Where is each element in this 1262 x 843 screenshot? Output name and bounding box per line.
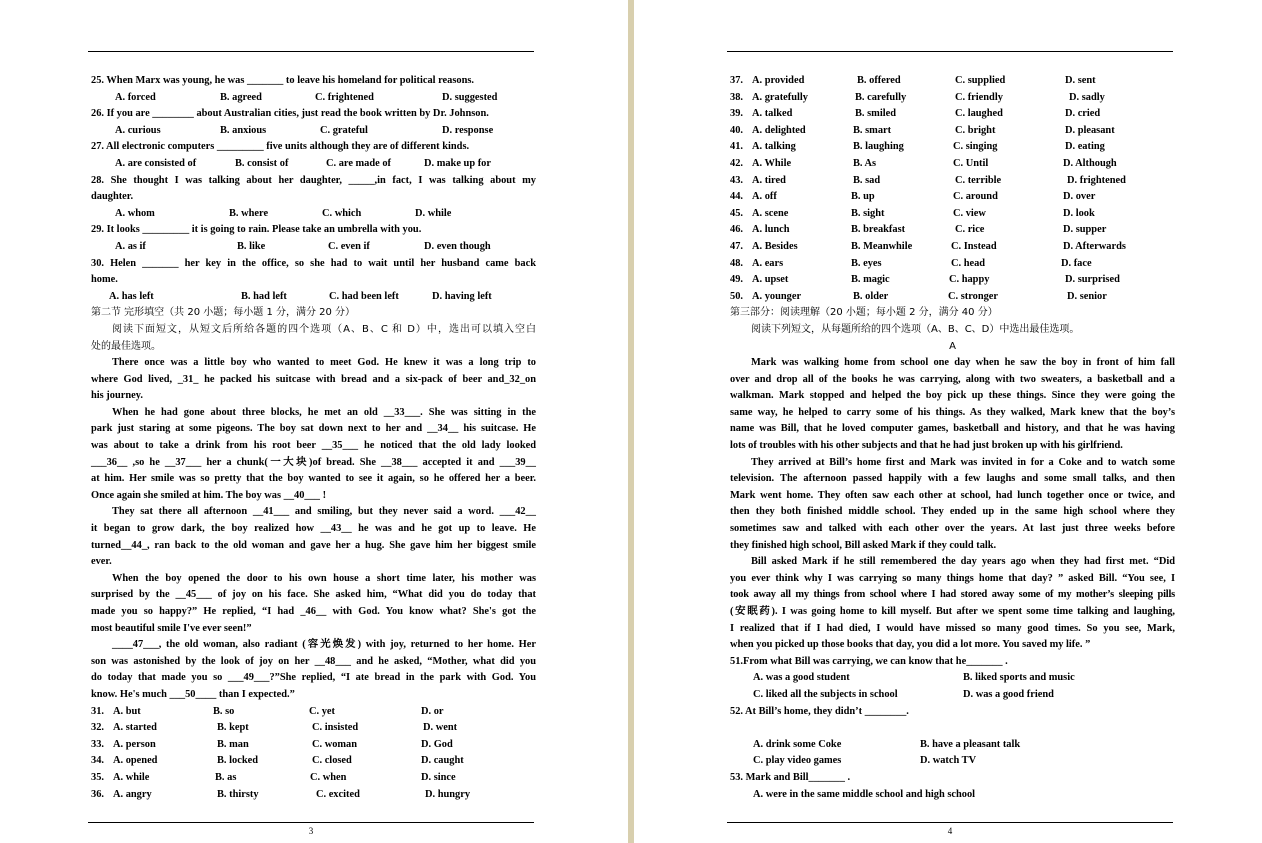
option-c: C. bright xyxy=(955,124,996,136)
cloze-row xyxy=(730,73,1175,90)
option-a: A. talked xyxy=(752,108,793,120)
option-c: C. are made of xyxy=(326,157,392,169)
option-a: A. whom xyxy=(115,207,155,219)
option-a: A. are consisted of xyxy=(115,157,197,169)
option-b: B. anxious xyxy=(220,124,267,136)
passage-line: most beautiful smile I've ever seen!” xyxy=(91,622,252,634)
page-content xyxy=(730,73,1175,803)
blank-line xyxy=(730,720,1175,737)
passage-line: where God lived, _31_ he packed his suitcase with bread and a six-pack of beer and_32_on xyxy=(91,373,536,385)
passage-line: you ever think why I was carrying so many things home that day? ” asked Bill. “You see, I xyxy=(730,572,1175,584)
cloze-row xyxy=(91,770,536,787)
option-c: C. Until xyxy=(953,157,989,169)
option-b: B. like xyxy=(237,240,266,252)
option-b: B. smiled xyxy=(855,108,896,120)
cloze-number: 46. xyxy=(730,224,743,236)
option-a: A. provided xyxy=(752,75,805,86)
cloze-row xyxy=(730,139,1175,156)
option-b: B. had left xyxy=(241,290,287,302)
passage-line: Once again she smiled at him. The boy was __40___ ! xyxy=(91,489,327,501)
option-b: B. laughing xyxy=(853,141,904,153)
option-b: B. kept xyxy=(217,722,249,734)
option-b: B. sight xyxy=(851,207,885,219)
passage-line: ever. xyxy=(91,556,112,568)
option-c: C. grateful xyxy=(320,124,368,136)
question-52-options xyxy=(730,753,1175,770)
passage-line: When he had gone about three blocks, he met an old __33___. She was sitting in the xyxy=(112,406,536,418)
page-number: 3 xyxy=(308,826,314,836)
passage-line: surprised by the __45___ of joy on his face. She asked him, “What did you do today that xyxy=(91,589,536,601)
cloze-row xyxy=(91,720,536,737)
option-b: B. sad xyxy=(853,174,881,186)
option-a: A. off xyxy=(752,191,777,203)
passage-line: They sat there all afternoon __41___ and smiling, but they never said a word. ___42__ xyxy=(112,506,536,518)
section-3-instructions: 阅读下列短文，从每题所给的四个选项（A、B、C、D）中选出最佳选项。 xyxy=(751,323,1080,335)
passage-line: over and drop all of the books he was carrying, along with two sweaters, a basketball and a xyxy=(730,373,1175,385)
option-d: D. frightened xyxy=(1067,174,1126,186)
passage-line: They arrived at Bill’s home first and Mark was invited in for a Coke and to watch some xyxy=(751,456,1175,468)
option-c: C. Instead xyxy=(951,240,997,252)
option-a: A. has left xyxy=(109,290,154,302)
cloze-number: 44. xyxy=(730,191,743,203)
passage-line: his journey. xyxy=(91,390,143,402)
option-a: A. lunch xyxy=(752,224,790,236)
option-b: B. man xyxy=(217,738,249,750)
option-a: A. curious xyxy=(115,124,161,136)
cloze-number: 43. xyxy=(730,174,743,186)
option-b: B. Meanwhile xyxy=(851,240,913,252)
cloze-row xyxy=(91,737,536,754)
option-a: A. talking xyxy=(752,141,796,153)
option-c: C. stronger xyxy=(948,290,999,302)
question-28-stem: 28. She thought I was talking about her daughter, _____,in fact, I was talking about my xyxy=(91,174,536,186)
option-d: D. suggested xyxy=(442,91,498,103)
option-b: B. up xyxy=(851,191,875,203)
option-d: D. while xyxy=(415,207,452,219)
option-c: C. friendly xyxy=(955,91,1003,103)
option-a: A. Besides xyxy=(752,240,798,252)
option-d: D. face xyxy=(1061,257,1092,269)
cloze-number: 36. xyxy=(91,788,104,800)
bottom-rule xyxy=(88,822,534,823)
passage-line: ____47___, the old woman, also radiant (容光焕发) with joy, returned to her home. Her xyxy=(112,639,536,651)
option-c: C. singing xyxy=(953,141,998,153)
cloze-row xyxy=(91,787,536,804)
cloze-number: 45. xyxy=(730,207,743,219)
option-c: C. closed xyxy=(312,755,352,767)
cloze-number: 49. xyxy=(730,274,743,286)
option-d: D. even though xyxy=(424,240,491,252)
option-b: B. older xyxy=(853,290,889,302)
passage-line: name was Bill, that he loved computer games, basketball and history, and that he was having xyxy=(730,423,1175,435)
cloze-number: 35. xyxy=(91,771,104,783)
cloze-row xyxy=(730,206,1175,223)
option-a: A. forced xyxy=(115,91,156,103)
option-c: C. liked all the subjects in school xyxy=(753,688,898,700)
option-b: B. thirsty xyxy=(217,788,259,800)
passage-line: same way, he helped to carry some of his things. As they walked, Mark knew that the boy’s xyxy=(730,406,1175,418)
option-a: A. scene xyxy=(752,207,789,219)
option-d: D. caught xyxy=(421,755,464,767)
passage-line: when you picked up those books that day, you did a lot more. You saved my life. ” xyxy=(730,639,1091,651)
option-c: C. laughed xyxy=(955,108,1003,120)
passage-line: it began to grow dark, the boy realized how __43__ he was and he got up to leave. He xyxy=(91,523,536,535)
option-b: B. locked xyxy=(217,755,258,767)
page-content xyxy=(91,73,536,803)
option-d: D. over xyxy=(1063,191,1096,203)
cloze-row xyxy=(730,222,1175,239)
option-b: B. have a pleasant talk xyxy=(920,738,1021,750)
option-b: B. As xyxy=(853,157,877,169)
cloze-number: 42. xyxy=(730,157,743,169)
passage-line: then they both finished middle school. They ended up in the same high school where they xyxy=(730,506,1175,518)
top-rule xyxy=(88,51,534,52)
option-c: C. when xyxy=(310,771,347,783)
option-b: B. agreed xyxy=(220,91,262,103)
option-c: C. around xyxy=(953,191,998,203)
option-c: C. frightened xyxy=(315,91,374,103)
cloze-number: 31. xyxy=(91,705,104,717)
question-51-options xyxy=(730,670,1175,687)
option-c: C. insisted xyxy=(312,722,359,734)
passage-line: know. He's much ___50____ than I expected.” xyxy=(91,688,295,700)
passage-label: A xyxy=(949,340,956,352)
question-27-stem: 27. All electronic computers _________ five units although they are of different kinds. xyxy=(91,141,470,153)
option-d: D. sent xyxy=(1065,75,1096,86)
cloze-row xyxy=(730,90,1175,107)
option-a: A. ears xyxy=(752,257,784,269)
option-c: C. happy xyxy=(949,274,990,286)
option-c: C. woman xyxy=(312,738,358,750)
passage-line: lots of troubles with his other subjects and that he had just broken up with his girlfriend. xyxy=(730,440,1123,452)
option-d: D. eating xyxy=(1065,141,1105,153)
question-53-options xyxy=(730,787,1175,804)
option-a: A. upset xyxy=(752,274,789,286)
cloze-row xyxy=(730,106,1175,123)
option-b: B. smart xyxy=(853,124,892,136)
option-d: D. sadly xyxy=(1069,91,1105,103)
cloze-number: 50. xyxy=(730,290,743,302)
cloze-row xyxy=(730,272,1175,289)
question-51-options xyxy=(730,687,1175,704)
option-a: A. as if xyxy=(115,240,146,252)
option-a: A. drink some Coke xyxy=(753,738,842,750)
passage-line: walkman. Mark stopped and helped the boy pick up these things. Since they were going the xyxy=(730,390,1175,402)
question-28-stem-cont: daughter. xyxy=(91,191,134,203)
passage-line: There once was a little boy who wanted to meet God. He knew it was a long trip to xyxy=(112,357,536,369)
cloze-number: 37. xyxy=(730,75,743,86)
option-a: A. tired xyxy=(752,174,786,186)
passage-line: Mark was walking home from school one day when he saw the boy in front of him fall xyxy=(751,357,1175,369)
option-c: C. terrible xyxy=(955,174,1002,186)
section-2-instructions: 阅读下面短文，从短文后所给各题的四个选项（A、B、C 和 D）中，选出可以填入空白 xyxy=(112,323,536,335)
question-28-options xyxy=(91,206,536,223)
option-a: A. were in the same middle school and high school xyxy=(753,788,976,800)
question-30-options xyxy=(91,289,536,306)
option-a: A. delighted xyxy=(752,124,806,136)
option-d: D. make up for xyxy=(424,157,491,169)
cloze-number: 47. xyxy=(730,240,743,252)
option-a: A. was a good student xyxy=(753,672,850,684)
passage-line: ___36__ ,so he __37___ her a chunk(一大块)of bread. She __38___ accepted it and ___39__ xyxy=(91,456,536,468)
passage-line: took away all my things from school where I had stored away some of my mother’s sleeping pills xyxy=(730,589,1175,601)
question-29-options xyxy=(91,239,536,256)
passage-line: turned__44_, ran back to the old woman and gave her a hug. She gave him her biggest smile xyxy=(91,539,536,551)
option-b: B. liked sports and music xyxy=(963,672,1075,684)
cloze-row xyxy=(730,189,1175,206)
page-number: 4 xyxy=(947,826,953,836)
passage-line: Bill asked Mark if he still remembered the day years ago when they had first met. “Did xyxy=(751,556,1175,568)
option-a: A. angry xyxy=(113,788,152,800)
passage-line: at him. Her smile was so pretty that the boy wanted to see it again, so he offered her a beer. xyxy=(91,473,536,485)
cloze-row xyxy=(91,753,536,770)
cloze-row xyxy=(730,123,1175,140)
passage-line: (安眠药). I was going home to kill myself. But after we spent some time talking and laughing, xyxy=(730,606,1175,617)
option-b: B. so xyxy=(213,705,235,717)
option-d: D. pleasant xyxy=(1065,124,1115,136)
option-d: D. Afterwards xyxy=(1063,240,1126,252)
passage-line: Mark went home. They often saw each other at school, had lunch together once or twice, and xyxy=(730,489,1175,501)
option-b: B. offered xyxy=(857,75,901,86)
option-c: C. supplied xyxy=(955,75,1006,86)
option-a: A. while xyxy=(113,771,150,783)
option-c: C. yet xyxy=(309,705,335,717)
option-c: C. had been left xyxy=(329,290,399,302)
option-a: A. but xyxy=(113,705,141,717)
passage-line: I realized that if I had died, I would have missed so many good times. So you see, Mark, xyxy=(730,622,1175,634)
option-c: C. which xyxy=(322,207,362,219)
cloze-number: 32. xyxy=(91,722,104,734)
cloze-number: 38. xyxy=(730,91,743,103)
top-rule xyxy=(727,51,1173,52)
option-d: D. surprised xyxy=(1065,274,1120,286)
option-d: D. since xyxy=(421,771,456,783)
question-30-stem: 30. Helen _______ her key in the office, so she had to wait until her husband came back xyxy=(91,257,536,269)
option-a: A. While xyxy=(752,157,792,169)
question-26-stem: 26. If you are ________ about Australian cities, just read the book written by Dr. Johnson. xyxy=(91,108,489,120)
option-b: B. eyes xyxy=(851,257,882,269)
page-gutter xyxy=(628,0,634,843)
question-52-options xyxy=(730,737,1175,754)
option-d: D. response xyxy=(442,124,494,136)
option-c: C. view xyxy=(953,207,986,219)
option-d: D. or xyxy=(421,705,444,717)
option-b: B. magic xyxy=(851,274,890,286)
passage-line: sometimes saw and talked with each other over the years. At last just three weeks before xyxy=(730,523,1175,535)
cloze-row xyxy=(730,289,1175,306)
option-a: A. person xyxy=(113,738,156,750)
option-a: A. gratefully xyxy=(752,91,808,103)
option-b: B. breakfast xyxy=(851,224,906,236)
question-29-stem: 29. It looks _________ it is going to rain. Please take an umbrella with you. xyxy=(91,224,422,236)
passage-line: When the boy opened the door to his own house a short time later, his mother was xyxy=(112,572,536,584)
option-b: B. as xyxy=(215,771,237,783)
option-c: C. rice xyxy=(955,224,985,236)
question-30-stem-cont: home. xyxy=(91,274,118,286)
page-left xyxy=(88,0,538,843)
option-a: A. started xyxy=(113,722,157,734)
cloze-number: 40. xyxy=(730,124,743,136)
cloze-number: 41. xyxy=(730,141,743,153)
option-c: C. play video games xyxy=(753,755,842,767)
cloze-row xyxy=(730,173,1175,190)
option-a: A. younger xyxy=(752,290,802,302)
passage-line: was about to take a drink from his root beer __35___ he noticed that the old lady looked xyxy=(91,440,536,452)
cloze-number: 48. xyxy=(730,257,743,269)
cloze-number: 33. xyxy=(91,738,104,750)
cloze-row xyxy=(91,704,536,721)
question-52-stem: 52. At Bill’s home, they didn’t ________. xyxy=(730,705,909,717)
option-d: D. senior xyxy=(1067,290,1107,302)
passage-line: made you so happy?” He replied, “I had _46__ with God. You know what? She's got the xyxy=(91,606,536,617)
option-d: D. was a good friend xyxy=(963,688,1054,700)
option-d: D. supper xyxy=(1063,224,1107,236)
option-d: D. went xyxy=(423,722,458,734)
question-27-options xyxy=(91,156,536,173)
option-d: D. look xyxy=(1063,207,1095,219)
section-2-title: 第二节 完形填空（共 20 小题；每小题 1 分，满分 20 分） xyxy=(91,307,356,319)
option-d: D. having left xyxy=(432,290,492,302)
option-d: D. watch TV xyxy=(920,755,977,767)
passage-line: television. The afternoon passed happily with a few laughs and some small talks, and then xyxy=(730,473,1175,485)
question-51-stem: 51.From what Bill was carrying, we can know that he_______ . xyxy=(730,655,1008,667)
cloze-row xyxy=(730,156,1175,173)
passage-line: they finished high school, Bill asked Mark if they could talk. xyxy=(730,539,997,551)
page-right xyxy=(727,0,1177,843)
passage-line: park just staring at some pigeons. The boy sat down next to her and __34__ his suitcase. He xyxy=(91,423,536,435)
option-d: D. hungry xyxy=(425,788,471,800)
option-c: C. head xyxy=(951,257,986,269)
bottom-rule xyxy=(727,822,1173,823)
section-3-title: 第三部分：阅读理解（20 小题；每小题 2 分，满分 40 分） xyxy=(730,307,998,319)
cloze-row xyxy=(730,256,1175,273)
option-c: C. even if xyxy=(328,240,370,252)
cloze-number: 39. xyxy=(730,108,743,120)
option-c: C. excited xyxy=(316,788,360,800)
cloze-row xyxy=(730,239,1175,256)
cloze-number: 34. xyxy=(91,755,104,767)
passage-line: son was astonished by the look of joy on her __48___ and he asked, “Mother, what did you xyxy=(91,655,536,667)
option-d: D. Although xyxy=(1063,157,1117,169)
section-2-instructions-cont: 处的最佳选项。 xyxy=(91,340,161,352)
passage-line: do today that made you so ___49___?”She replied, “I ate bread in the park with God. You xyxy=(91,672,536,684)
option-d: D. cried xyxy=(1065,108,1101,120)
question-53-stem: 53. Mark and Bill_______ . xyxy=(730,771,851,783)
option-d: D. God xyxy=(421,738,453,750)
question-26-options xyxy=(91,123,536,140)
option-a: A. opened xyxy=(113,755,158,767)
option-b: B. where xyxy=(229,207,269,219)
option-b: B. carefully xyxy=(855,91,907,103)
question-25-options xyxy=(91,90,536,107)
question-25-stem: 25. When Marx was young, he was _______ to leave his homeland for political reasons. xyxy=(91,75,475,86)
option-b: B. consist of xyxy=(235,157,289,169)
